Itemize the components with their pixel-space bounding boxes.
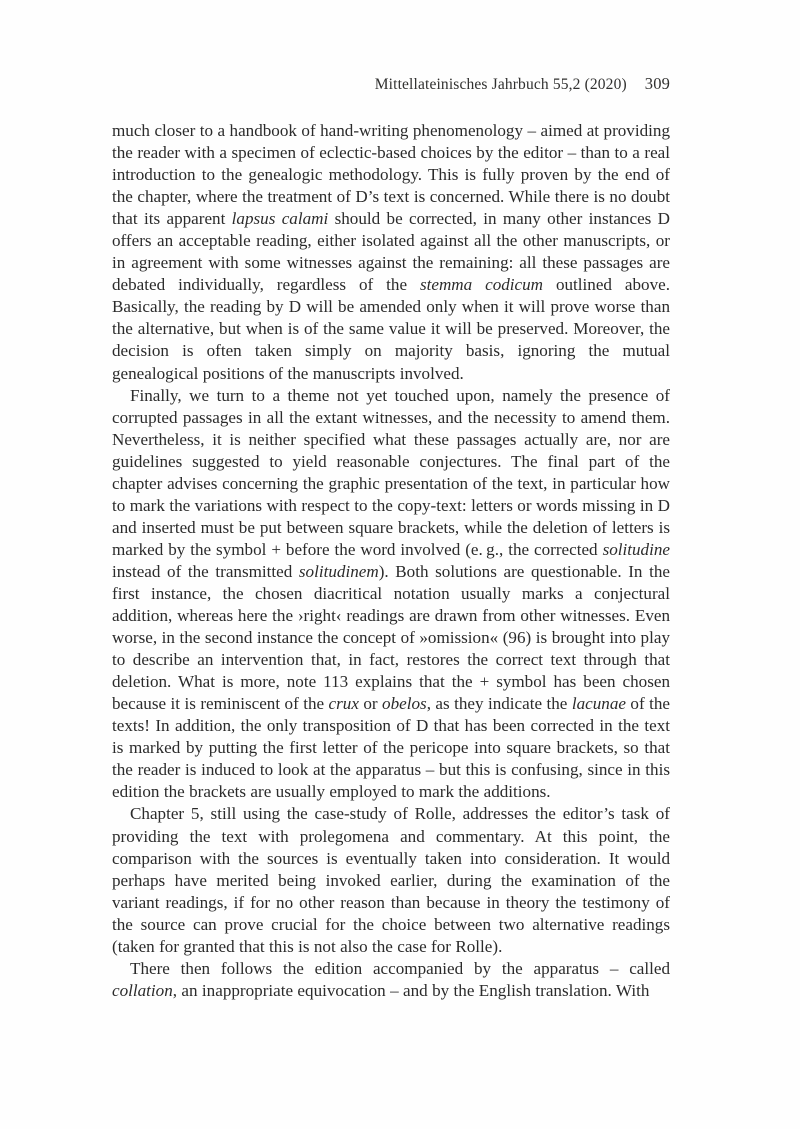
latin-term-solitudinem: solitudinem (298, 561, 379, 581)
paragraph-4: There then follows the edition accompanied by the apparatus – called collation, an inappropriate equivocation – and by the English translation. With (112, 958, 670, 1000)
paragraph-3: Chapter 5, still using the case-study of Rolle, addresses the editor’s task of providing the text with prolegomena and commentary. At this point, the comparison with the sources is eventually taken into consideration. It would perhaps have merited being invoked earlier, during the examination of the variant readings, if for no other reason than because in theory the testimony of the source can prove crucial for the choice between two alternative readings (taken for granted that this is not also the case for Rolle). (112, 804, 670, 956)
latin-term-lacunae: lacunae (571, 694, 626, 714)
paragraph-1: much closer to a handbook of hand-writing phenomenology – aimed at providing the reader with a specimen of eclectic-based choices by the editor – than to a real introduction to the genealogic methodology. This is fully proven by the end of the chapter, where the treatment of D’s text is concerned. While there is no doubt that its apparent lapsus calami should be corrected, in many other instances D offers an acceptable reading, either isolated against all the other manuscripts, or in agreement with some witnesses against the remaining: all these passages are debated individually, regardless of the stemma codicum outlined above. Basically, the reading by D will be amended only when it will prove worse than the alternative, but when is of the same value it will be preserved. Moreover, the decision is often taken simply on majority basis, ignoring the mutual genealogical positions of the manuscripts involved. (112, 121, 670, 383)
running-head-journal-reference: Mittellateinisches Jahrbuch 55,2 (2020) (374, 76, 627, 93)
latin-term-lapsus-calami: lapsus calami (231, 209, 329, 229)
body-text-column (112, 120, 670, 1002)
term-collation: collation (112, 980, 173, 1000)
paragraph-2: Finally, we turn to a theme not yet touched upon, namely the presence of corrupted passages in all the extant witnesses, and the necessity to amend them. Nevertheless, it is neither specified what these passages actually are, nor are guidelines suggested to yield reasonable conjectures. The final part of the chapter advises concerning the graphic presentation of the text, in particular how to mark the variations with respect to the copy-text: letters or words missing in D and inserted must be put between square brackets, while the deletion of letters is marked by the symbol + before the word involved (e. g., the corrected solitudine instead of the transmitted solitudinem). Both solutions are questionable. In the first instance, the chosen diacritical notation usually marks a conjectural addition, whereas here the ›right‹ readings are drawn from other witnesses. Even worse, in the second instance the concept of »omission« (96) is brought into play to describe an intervention that, in fact, restores the correct text through that deletion. What is more, note 113 explains that the + symbol has been chosen because it is reminiscent of the crux or obelos, as they indicate the lacunae of the texts! In addition, the only transposition of D that has been corrected in the text is marked by putting the first letter of the pericope into square brackets, so that the reader is induced to look at the apparatus – but this is confusing, since in this edition the brackets are usually employed to mark the additions. (112, 385, 670, 802)
latin-term-stemma-codicum: stemma codicum (419, 275, 544, 295)
page-number: 309 (644, 74, 670, 93)
greek-term-obelos: obelos (382, 694, 427, 714)
running-head (112, 74, 670, 98)
latin-term-solitudine: solitudine (602, 539, 670, 559)
latin-term-crux: crux (328, 694, 359, 714)
